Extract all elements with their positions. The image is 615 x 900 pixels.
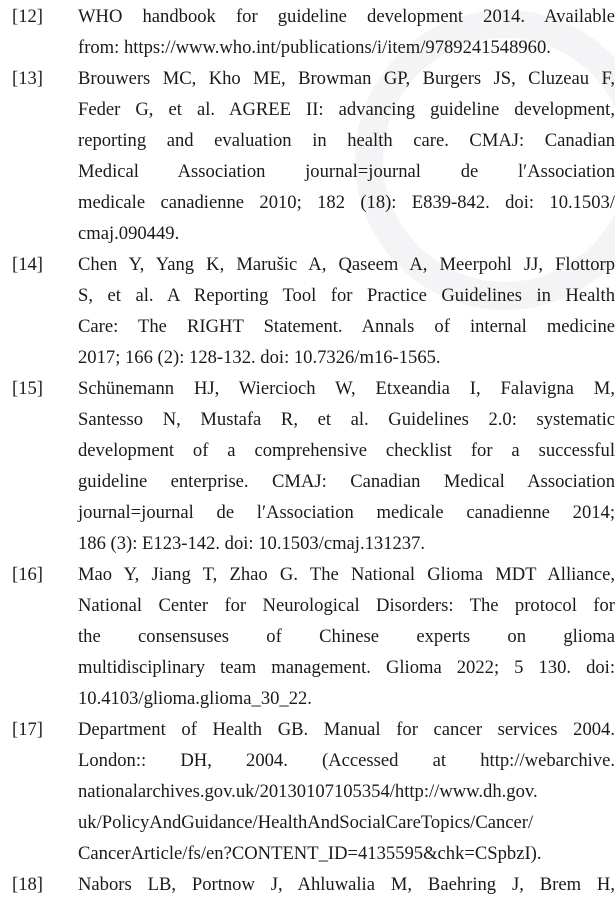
reference-number: [12]	[12, 6, 43, 27]
reference-line: Care: The RIGHT Statement. Annals of internal medicine	[78, 316, 615, 337]
reference-line: reporting and evaluation in health care. CMAJ: Canadian	[78, 130, 615, 151]
reference-line: Nabors LB, Portnow J, Ahluwalia M, Baehring J, Brem H,	[78, 874, 615, 895]
reference-number: [16]	[12, 564, 43, 585]
reference-line: 2017; 166 (2): 128-132. doi: 10.7326/m16-1565.	[78, 347, 441, 368]
reference-line: Santesso N, Mustafa R, et al. Guidelines 2.0: systematic	[78, 409, 615, 430]
reference-line: guideline enterprise. CMAJ: Canadian Medical Association	[78, 471, 615, 492]
reference-line: 10.4103/glioma.glioma_30_22.	[78, 688, 312, 709]
reference-number: [18]	[12, 874, 43, 895]
reference-item	[0, 1, 615, 63]
reference-number: [17]	[12, 719, 43, 740]
reference-item	[0, 559, 615, 714]
reference-line: CancerArticle/fs/en?CONTENT_ID=4135595&chk=CSpbzI).	[78, 843, 542, 864]
reference-number: [14]	[12, 254, 43, 275]
reference-line: Mao Y, Jiang T, Zhao G. The National Glioma MDT Alliance,	[78, 564, 615, 585]
reference-line: Brouwers MC, Kho ME, Browman GP, Burgers JS, Cluzeau F,	[78, 68, 615, 89]
reference-line: Schünemann HJ, Wiercioch W, Etxeandia I, Falavigna M,	[78, 378, 615, 399]
reference-line: journal=journal de l′Association medicale canadienne 2014;	[78, 502, 615, 523]
reference-item	[0, 869, 615, 900]
reference-line: Chen Y, Yang K, Marušic A, Qaseem A, Meerpohl JJ, Flottorp	[78, 254, 615, 275]
reference-item	[0, 714, 615, 869]
reference-line: London:: DH, 2004. (Accessed at http://webarchive.	[78, 750, 615, 771]
reference-line: medicale canadienne 2010; 182 (18): E839-842. doi: 10.1503/	[78, 192, 615, 213]
reference-number: [15]	[12, 378, 43, 399]
reference-line: Department of Health GB. Manual for cancer services 2004.	[78, 719, 615, 740]
reference-line: cmaj.090449.	[78, 223, 180, 244]
reference-item	[0, 249, 615, 373]
reference-line: multidisciplinary team management. Glioma 2022; 5 130. doi:	[78, 657, 615, 678]
reference-line: development of a comprehensive checklist for a successful	[78, 440, 615, 461]
reference-line: uk/PolicyAndGuidance/HealthAndSocialCareTopics/Cancer/	[78, 812, 534, 833]
reference-item	[0, 373, 615, 559]
reference-line: the consensuses of Chinese experts on glioma	[78, 626, 615, 647]
reference-line: from: https://www.who.int/publications/i/item/9789241548960.	[78, 37, 551, 58]
reference-line: Medical Association journal=journal de l′Association	[78, 161, 615, 182]
reference-number: [13]	[12, 68, 43, 89]
reference-line: WHO handbook for guideline development 2014. Available	[78, 6, 615, 27]
reference-item	[0, 63, 615, 249]
reference-line: S, et al. A Reporting Tool for Practice Guidelines in Health	[78, 285, 615, 306]
reference-line: Feder G, et al. AGREE II: advancing guideline development,	[78, 99, 615, 120]
reference-line: National Center for Neurological Disorders: The protocol for	[78, 595, 615, 616]
reference-line: 186 (3): E123-142. doi: 10.1503/cmaj.131237.	[78, 533, 426, 554]
reference-list	[0, 1, 615, 900]
reference-line: nationalarchives.gov.uk/20130107105354/http://www.dh.gov.	[78, 781, 538, 802]
